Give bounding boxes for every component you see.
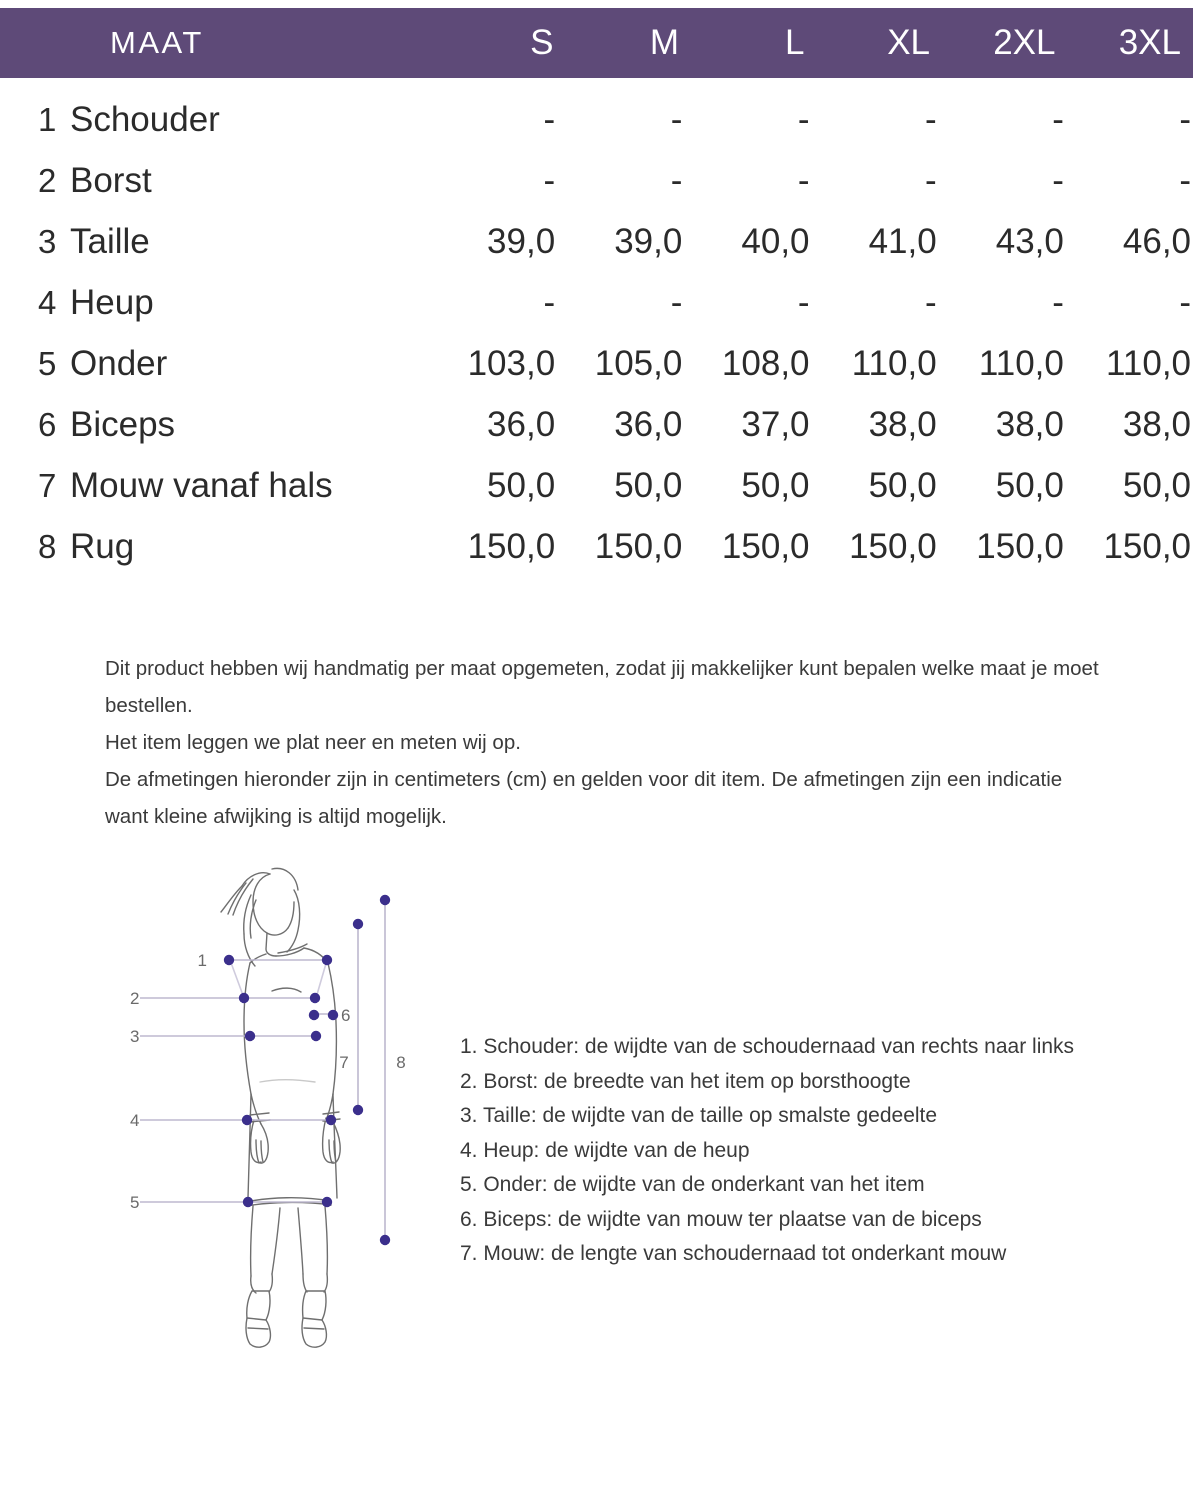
cell-3xl: 46,0 [1122,222,1192,261]
callout-7: 7 [339,1053,349,1072]
cell-l: 40,0 [741,222,810,261]
cell-m: - [670,283,683,322]
row-number: 6 [38,406,57,443]
cell-m: 50,0 [614,466,683,505]
intro-line-3: De afmetingen hieronder zijn in centimeters (cm) en gelden voor dit item. De afmetingen zijn een indicatie want kleine afwijking is altijd mogelijk. [105,768,1063,828]
cell-2xl: 110,0 [978,344,1064,383]
point-sleeve-top [353,919,363,929]
table-row [0,344,1193,405]
intro-line-1: Dit product hebben wij handmatig per maat opgemeten, zodat jij makkelijker kunt bepalen welke maat je moet bestellen. [105,657,1099,717]
point-waist-right [311,1031,321,1041]
row-values [430,344,1193,384]
cell-xl: 110,0 [851,344,937,383]
header-size-m: M [649,23,679,62]
cell-xl: 41,0 [868,222,937,261]
row-values [430,100,1193,140]
row-label: Heup [70,283,154,322]
header-maat-label: MAAT [110,25,204,60]
row-label: Mouw vanaf hals [70,466,333,505]
point-bust-left [239,993,249,1003]
measure-helper-right [316,960,327,998]
cell-m: 36,0 [614,405,683,444]
point-bust-right [310,993,320,1003]
intro-line-2: Het item leggen we plat neer en meten wij op. [105,731,521,754]
point-waist-left [245,1031,255,1041]
cell-2xl: 50,0 [995,466,1064,505]
figure-callouts [130,951,406,1212]
point-sleeve-bottom [353,1105,363,1115]
table-row [0,222,1193,283]
body-measurement-diagram [120,850,450,1360]
row-number: 7 [38,467,57,504]
cell-m: - [670,161,683,200]
point-hem-right [322,1197,332,1207]
row-label: Rug [70,527,135,566]
cell-l: - [797,283,810,322]
cell-l: 37,0 [741,405,810,444]
cell-xl: 50,0 [868,466,937,505]
row-label: Taille [70,222,150,261]
row-number: 2 [38,162,57,199]
callout-3: 3 [130,1027,140,1046]
row-number: 4 [38,284,57,321]
cell-xl: - [925,100,937,139]
cell-l: 50,0 [741,466,810,505]
legend-item-4: 4. Heup: de wijdte van de heup [460,1138,750,1162]
legend-item-2: 2. Borst: de breedte van het item op borsthoogte [460,1069,911,1093]
legend-item-6: 6. Biceps: de wijdte van mouw ter plaatse van de biceps [460,1207,982,1231]
cell-xl: 150,0 [849,527,937,566]
cell-xl: - [925,161,937,200]
row-values [430,161,1193,201]
callout-6: 6 [341,1006,351,1025]
cell-s: - [543,100,556,139]
cell-s: 39,0 [487,222,556,261]
cell-s: 36,0 [487,405,556,444]
cell-3xl: 50,0 [1122,466,1192,505]
callout-4: 4 [130,1111,140,1130]
table-row [0,100,1193,161]
header-size-s: S [530,23,554,62]
cell-2xl: 38,0 [995,405,1064,444]
cell-m: 150,0 [594,527,683,566]
cell-s: - [543,161,556,200]
woman-sketch-icon [221,868,340,1347]
point-hip-left [242,1115,252,1125]
cell-l: - [797,161,810,200]
header-size-xl: XL [887,23,930,62]
row-values [430,283,1193,323]
cell-2xl: 150,0 [976,527,1064,566]
row-number: 3 [38,223,57,260]
cell-xl: 38,0 [868,405,937,444]
callout-8: 8 [396,1053,406,1072]
legend-item-3: 3. Taille: de wijdte van de taille op smalste gedeelte [460,1104,938,1127]
row-label: Onder [70,344,168,383]
point-shoulder-left [224,955,234,965]
point-back-top [380,895,390,905]
header-size-l: L [785,23,805,62]
point-hip-right [326,1115,336,1125]
row-values [430,466,1193,506]
legend-item-7: 7. Mouw: de lengte van schoudernaad tot onderkant mouw [460,1242,1007,1265]
cell-3xl: 38,0 [1122,405,1192,444]
cell-m: 105,0 [594,344,683,383]
row-values [430,527,1193,567]
row-values [430,222,1193,262]
header-size-columns [430,8,1183,78]
row-label: Schouder [70,100,220,139]
point-biceps-inner [309,1010,319,1020]
point-biceps-outer [328,1010,338,1020]
callout-1: 1 [197,951,207,970]
cell-3xl: - [1179,283,1192,322]
table-row [0,161,1193,222]
cell-3xl: 150,0 [1103,527,1192,566]
cell-s: 103,0 [467,344,556,383]
cell-l: 150,0 [721,527,810,566]
cell-l: 108,0 [721,344,810,383]
cell-s: 50,0 [487,466,556,505]
row-number: 1 [38,101,57,138]
cell-2xl: 43,0 [995,222,1064,261]
row-number: 5 [38,345,57,382]
table-row [0,405,1193,466]
measurement-figure-area [0,850,1193,1370]
callout-5: 5 [130,1193,140,1212]
size-chart-header [0,8,1193,78]
row-label: Borst [70,161,152,200]
table-row [0,466,1193,527]
cell-s: - [543,283,556,322]
point-shoulder-right [322,955,332,965]
cell-2xl: - [1052,283,1064,322]
table-row [0,527,1193,588]
header-size-3xl: 3XL [1118,23,1181,62]
cell-m: - [670,100,683,139]
cell-3xl: - [1179,161,1192,200]
callout-2: 2 [130,989,140,1008]
point-hem-left [243,1197,253,1207]
cell-xl: - [925,283,937,322]
cell-3xl: - [1179,100,1192,139]
row-label: Biceps [70,405,176,444]
cell-s: 150,0 [467,527,556,566]
table-row [0,283,1193,344]
cell-3xl: 110,0 [1106,344,1192,383]
legend-item-5: 5. Onder: de wijdte van de onderkant van het item [460,1173,925,1196]
cell-2xl: - [1052,161,1064,200]
cell-m: 39,0 [614,222,683,261]
legend-item-1: 1. Schouder: de wijdte van de schoudernaad van rechts naar links [460,1035,1075,1058]
cell-l: - [797,100,810,139]
header-size-2xl: 2XL [993,23,1056,62]
row-values [430,405,1193,445]
measurement-table [0,100,1193,588]
measurement-legend [460,1030,1100,1272]
row-number: 8 [38,528,57,565]
intro-text [105,650,1105,835]
point-back-bottom [380,1235,390,1245]
measure-helper-left [230,960,244,998]
cell-2xl: - [1052,100,1064,139]
